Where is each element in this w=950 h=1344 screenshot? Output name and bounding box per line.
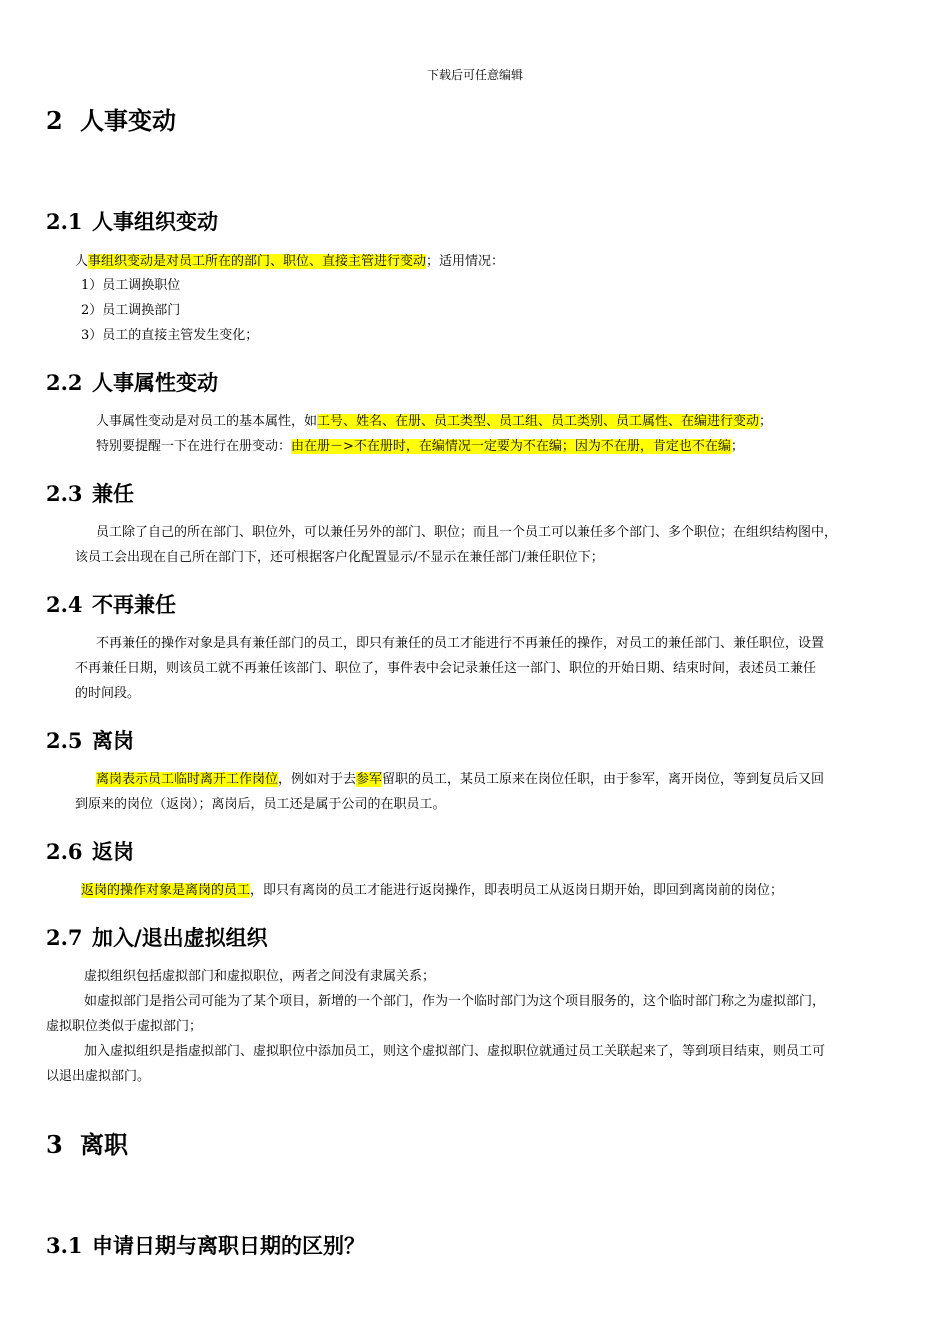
paragraph-line	[96, 771, 824, 789]
highlighted-text: 工号、姓名、在册、员工类型、员工组、员工类别、员工属性、在编进行变动	[317, 414, 760, 429]
list-item: 1）员工调换职位	[81, 278, 181, 293]
heading-section-2-2	[46, 367, 218, 397]
paragraph-line: 如虚拟部门是指公司可能为了某个项目，新增的一个部门，作为一个临时部门为这个项目服务的，这个临时部门称之为虚拟部门，	[84, 994, 826, 1009]
heading-number: 3.1	[46, 1233, 83, 1258]
text: 特别要提醒一下在进行在册变动：	[96, 439, 292, 454]
heading-section-2-6	[46, 836, 134, 866]
heading-title: 人事组织变动	[92, 209, 218, 234]
heading-section-2-1	[46, 206, 218, 236]
paragraph-line: 虚拟职位类似于虚拟部门；	[46, 1019, 203, 1034]
text: 人事属性变动是对员工的基本属性，如	[96, 414, 318, 429]
paragraph-line: 到原来的岗位（返岗）；离岗后，员工还是属于公司的在职员工。	[75, 797, 446, 812]
page-header: 下载后可任意编辑	[426, 68, 523, 82]
list-item: 2）员工调换部门	[81, 303, 181, 318]
highlighted-text: 参军	[356, 772, 383, 787]
heading-title: 人事变动	[80, 106, 176, 135]
heading-section-2-7	[46, 922, 268, 952]
text: 人	[75, 254, 89, 269]
paragraph-line: 不再兼任的操作对象是具有兼任部门的员工，即只有兼任的员工才能进行不再兼任的操作，对员工的兼任部门、兼任职位，设置	[96, 636, 825, 651]
paragraph-2-2-line-1	[96, 413, 772, 431]
paragraph-line: 员工除了自己的所在部门、职位外，可以兼任另外的部门、职位；而且一个员工可以兼任多个部门、多个职位；在组织结构图中，	[96, 525, 838, 540]
text: ，即只有离岗的员工才能进行返岗操作，即表明员工从返岗日期开始，即回到离岗前的岗位；	[250, 883, 784, 898]
heading-title: 离岗	[92, 728, 134, 753]
heading-number: 2.5	[46, 728, 83, 753]
highlighted-text: 由在册－>不在册时，在编情况一定要为不在编；因为不在册，肯定也不在编	[291, 439, 731, 454]
heading-title: 不再兼任	[92, 592, 176, 617]
paragraph-line: 的时间段。	[75, 686, 141, 701]
text: ；	[759, 414, 773, 429]
paragraph-line: 不再兼任日期，则该员工就不再兼任该部门、职位了，事件表中会记录兼任这一部门、职位的开始日期、结束时间，表述员工兼任	[75, 661, 817, 676]
heading-number: 2.2	[46, 370, 83, 395]
highlighted-text: 离岗表示员工临时离开工作岗位	[96, 772, 279, 787]
heading-title: 申请日期与离职日期的区别？	[92, 1233, 365, 1258]
text: ；	[730, 439, 744, 454]
heading-number: 2	[46, 106, 63, 135]
heading-title: 加入/退出虚拟组织	[92, 925, 268, 950]
text: ，例如对于去	[278, 772, 357, 787]
heading-section-2-5	[46, 725, 134, 755]
heading-section-2-3	[46, 478, 134, 508]
text: ；适用情况：	[426, 254, 505, 269]
heading-section-2	[46, 101, 176, 136]
paragraph-line: 以退出虚拟部门。	[46, 1069, 151, 1084]
paragraph-line: 该员工会出现在自己所在部门下，还可根据客户化配置显示/不显示在兼任部门/兼任职位下；	[75, 550, 604, 565]
heading-number: 2.3	[46, 481, 83, 506]
heading-number: 2.6	[46, 839, 83, 864]
heading-title: 人事属性变动	[92, 370, 218, 395]
highlighted-text: 事组织变动是对员工所在的部门、职位、直接主管进行变动	[88, 254, 427, 269]
heading-title: 返岗	[92, 839, 134, 864]
paragraph-line: 加入虚拟组织是指虚拟部门、虚拟职位中添加员工，则这个虚拟部门、虚拟职位就通过员工关联起来了，等到项目结束，则员工可	[84, 1044, 826, 1059]
list-item: 3）员工的直接主管发生变化；	[81, 328, 259, 343]
text: 留职的员工，某员工原来在岗位任职，由于参军，离开岗位，等到复员后又回	[382, 772, 825, 787]
heading-number: 2.1	[46, 209, 83, 234]
heading-title: 兼任	[92, 481, 134, 506]
paragraph-2-1-intro	[75, 253, 504, 271]
heading-number: 2.7	[46, 925, 83, 950]
heading-section-2-4	[46, 589, 176, 619]
heading-section-3	[46, 1125, 128, 1160]
paragraph-2-2-line-2	[96, 438, 744, 456]
heading-title: 离职	[80, 1130, 128, 1159]
paragraph-line	[81, 882, 783, 900]
heading-number: 3	[46, 1130, 63, 1159]
highlighted-text: 返岗的操作对象是离岗的员工	[81, 883, 251, 898]
heading-number: 2.4	[46, 592, 83, 617]
paragraph-line: 虚拟组织包括虚拟部门和虚拟职位，两者之间没有隶属关系；	[84, 969, 436, 984]
heading-section-3-1	[46, 1230, 365, 1260]
